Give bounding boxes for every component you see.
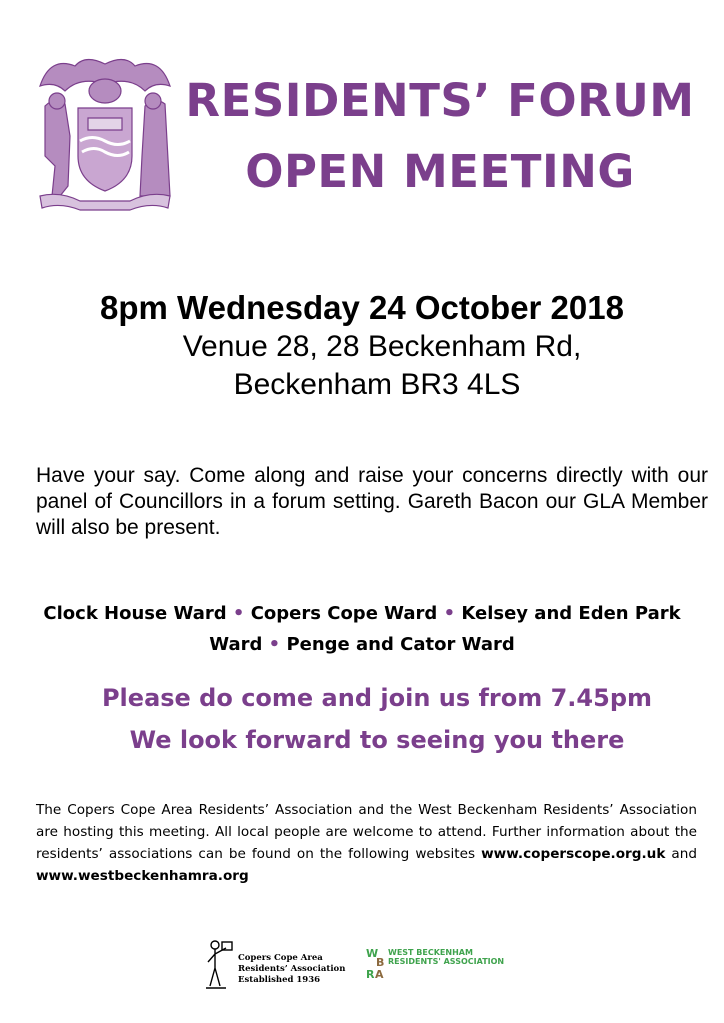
website-link-westbeckenham[interactable]: www.westbeckenhamra.org — [36, 868, 249, 884]
ccara-figure-icon — [204, 938, 234, 992]
website-link-coperscope[interactable]: www.coperscope.org.uk — [481, 846, 666, 862]
wbra-name-line1: WEST BECKENHAM — [388, 948, 473, 957]
invite-line-2: We look forward to seeing you there — [129, 726, 625, 754]
ccara-name-line1: Copers Cope Area — [238, 953, 323, 963]
ccara-name-line2: Residents’ Association — [238, 964, 346, 974]
title-line-1: RESIDENTS’ FORUM — [185, 74, 695, 127]
bullet-separator: • — [268, 634, 281, 655]
coat-of-arms-icon — [30, 46, 180, 216]
ccara-established: Established 1936 — [238, 975, 321, 985]
bullet-separator: • — [443, 603, 456, 624]
wards-list — [30, 598, 694, 660]
ward-penge-cator: Penge and Cator Ward — [286, 634, 515, 655]
invite-line-1: Please do come and join us from 7.45pm — [101, 684, 653, 712]
svg-text:W: W — [366, 947, 379, 960]
ccara-logo — [204, 938, 344, 994]
footer-text: The Copers Cope Area Residents’ Association and the West Beckenham Residents’ Association are hosting this meeting. All local people are welcome to attend. Further information about the residents’ associations can be found on the following websites — [36, 802, 697, 862]
svg-text:A: A — [375, 968, 384, 981]
footer-joiner: and — [671, 846, 697, 862]
intro-paragraph: Have your say. Come along and raise your concerns directly with our panel of Councillors in a forum setting. Gareth Bacon our GLA Member will also be present. — [36, 464, 708, 539]
venue-line-2: Beckenham BR3 4LS — [233, 368, 521, 401]
title-line-2: OPEN MEETING — [245, 145, 635, 198]
venue-line-1: Venue 28, 28 Beckenham Rd, — [182, 330, 582, 363]
svg-text:R: R — [366, 968, 375, 981]
wbra-logo — [366, 946, 505, 986]
footer-paragraph — [36, 799, 697, 887]
bullet-separator: • — [232, 603, 245, 624]
ward-kelsey-eden-park: Kelsey and Eden Park Ward — [209, 603, 681, 655]
ward-clock-house: Clock House Ward — [43, 603, 227, 624]
svg-text:B: B — [376, 956, 385, 969]
wbra-monogram-icon — [366, 946, 386, 982]
event-date: 8pm Wednesday 24 October 2018 — [100, 289, 624, 326]
ward-copers-cope: Copers Cope Ward — [250, 603, 438, 624]
wbra-name-line2: RESIDENTS' ASSOCIATION — [388, 957, 505, 966]
